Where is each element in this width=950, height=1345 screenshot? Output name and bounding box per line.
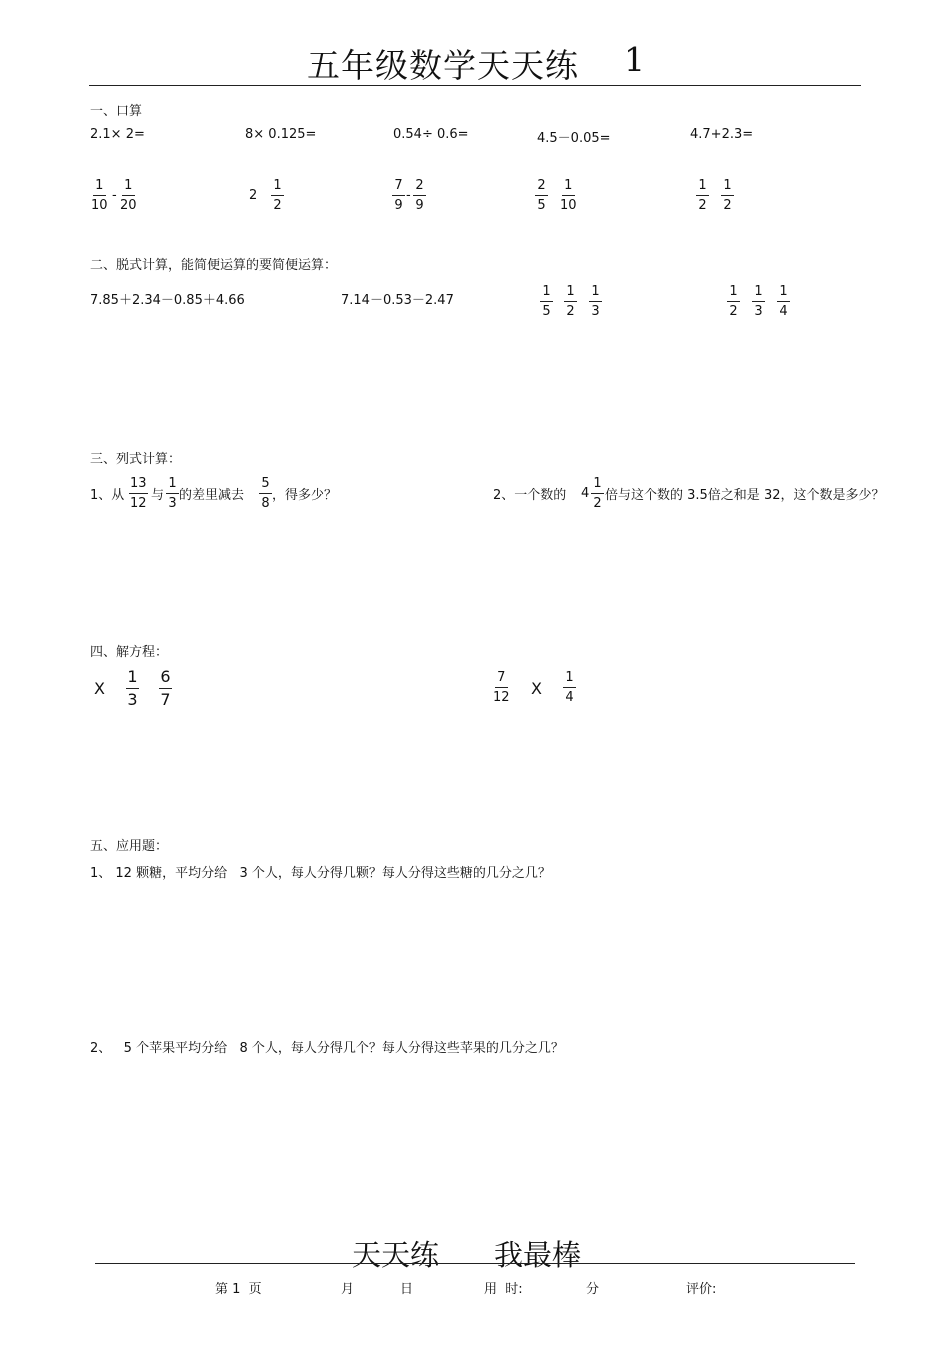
section1-heading: 一、口算 [90, 104, 143, 119]
section2-heading: 二、脱式计算，能简便运算的要简便运算： [90, 258, 338, 273]
oral-item-3: 0.54÷ 0.6= [393, 127, 469, 142]
footer-month: 月 [341, 1282, 355, 1297]
footer-minute: 分 [586, 1282, 600, 1297]
question-1-prefix: 1、从 [90, 488, 125, 503]
expression-1: 7.85＋2.34－0.85＋4.66 [90, 293, 245, 308]
fraction: $\frac{1}{3}$ [752, 284, 765, 319]
whole-number: 2 [249, 188, 258, 203]
operator: - [406, 188, 411, 203]
footer-time: 用 时: [484, 1282, 523, 1297]
fraction: $\frac{6}{7}$ [160, 667, 171, 709]
footer-rating: 评价: [686, 1282, 717, 1297]
page-number: 1 [624, 40, 646, 79]
fraction: $\frac{1}{10}$ [560, 178, 577, 213]
footer-day: 日 [400, 1282, 414, 1297]
fraction: $\frac{1}{3}$ [589, 284, 602, 319]
word-problem-2: 2、 5 个苹果平均分给 8 个人，每人分得几个？每人分得这些苹果的几分之几？ [90, 1041, 564, 1056]
fraction: $\frac{1}{20}$ [120, 178, 137, 213]
fraction: $\frac{1}{2}$ [564, 284, 577, 319]
fraction: $\frac{7}{9}$ [392, 178, 405, 213]
section4-heading: 四、解方程： [90, 645, 169, 660]
question-1-text: 的差里减去 [179, 488, 245, 503]
fraction: $\frac{1}{3}$ [127, 667, 138, 709]
fraction: $\frac{1}{4}$ [777, 284, 790, 319]
question-1-suffix: ，得多少？ [272, 488, 338, 503]
fraction: $\frac{1}{2}$ [727, 284, 740, 319]
fraction: $\frac{1}{2}$ [721, 178, 734, 213]
fraction: $\frac{2}{5}$ [535, 178, 548, 213]
expression-2: 7.14－0.53－2.47 [341, 293, 454, 308]
fraction: $\frac{5}{8}$ [259, 476, 272, 511]
footer-slogan-left: 天天练 [352, 1238, 440, 1272]
whole-number: 4 [581, 486, 590, 501]
oral-item-5: 4.7+2.3= [690, 127, 754, 142]
fraction: $\frac{13}{12}$ [130, 476, 147, 511]
page-title: 五年级数学天天练 [307, 46, 579, 85]
fraction: $\frac{7}{12}$ [493, 670, 510, 705]
fraction: $\frac{2}{9}$ [413, 178, 426, 213]
question-2-suffix: 倍与这个数的 3.5倍之和是 32，这个数是多少？ [605, 488, 885, 503]
question-2-prefix: 2、一个数的 [493, 488, 567, 503]
section5-heading: 五、应用题： [90, 839, 169, 854]
footer-slogan-right: 我最棒 [494, 1238, 582, 1272]
oral-item-1: 2.1× 2= [90, 127, 145, 142]
fraction: $\frac{1}{2}$ [696, 178, 709, 213]
fraction: $\frac{1}{10}$ [91, 178, 108, 213]
fraction: $\frac{1}{5}$ [540, 284, 553, 319]
oral-item-2: 8× 0.125= [245, 127, 317, 142]
fraction: $\frac{1}{2}$ [591, 476, 604, 511]
word-problem-1: 1、 12 颗糖，平均分给 3 个人，每人分得几颗？每人分得这些糖的几分之几？ [90, 866, 551, 881]
fraction: $\frac{1}{2}$ [271, 178, 284, 213]
variable-x: X [94, 679, 105, 698]
section3-heading: 三、列式计算： [90, 452, 182, 467]
header-rule [89, 85, 861, 86]
operator: - [112, 188, 117, 203]
fraction: $\frac{1}{4}$ [563, 670, 576, 705]
footer-rule [95, 1263, 855, 1264]
question-1-text: 与 [151, 488, 165, 503]
fraction: $\frac{1}{3}$ [166, 476, 179, 511]
oral-item-4: 4.5－0.05= [537, 131, 611, 146]
footer-page: 第 1 页 [215, 1282, 262, 1297]
variable-x: X [531, 679, 542, 698]
